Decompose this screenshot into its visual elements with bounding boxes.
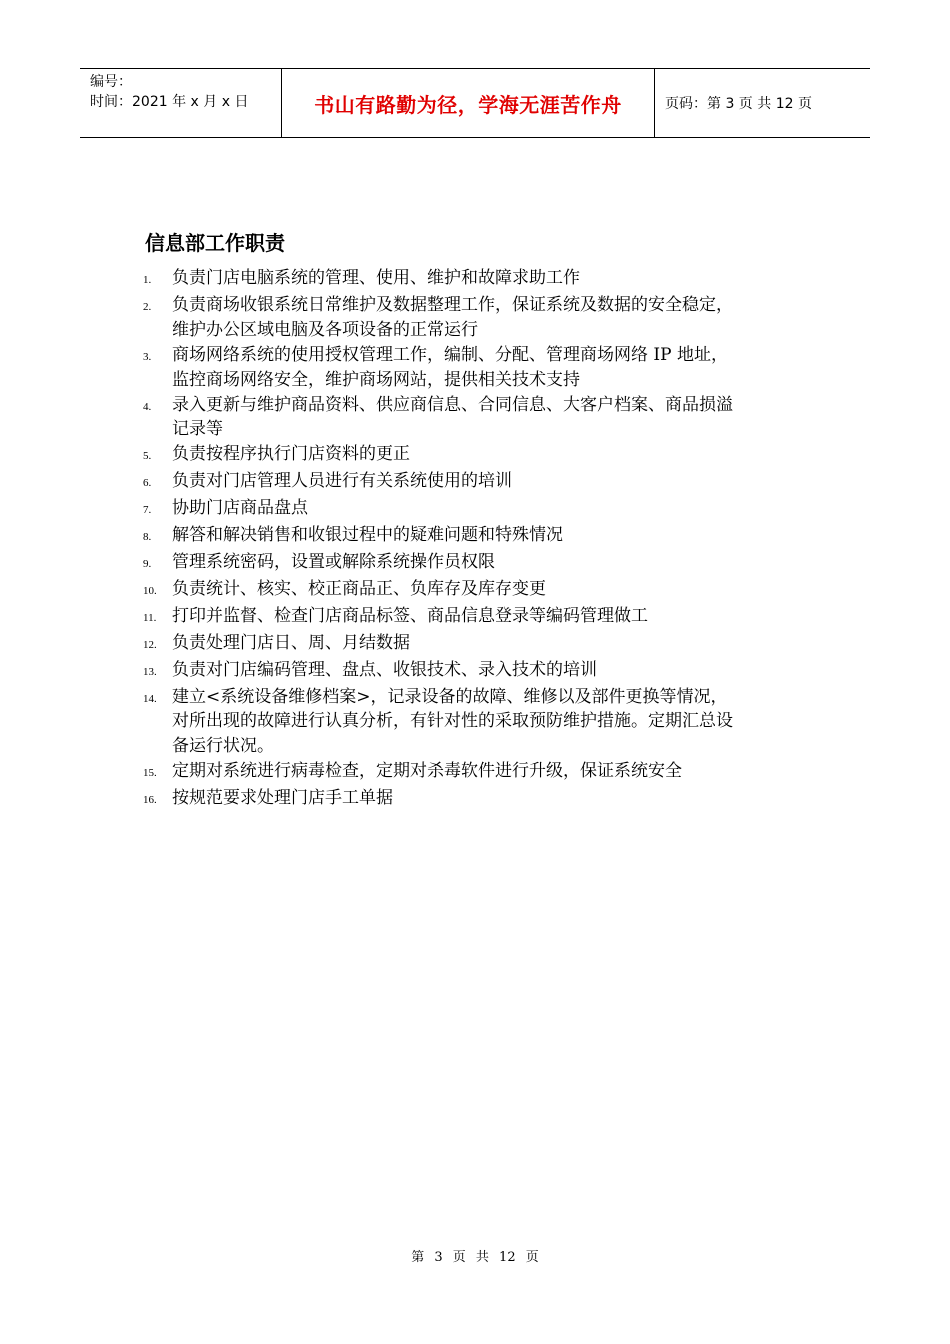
list-item-number: 10.	[143, 584, 157, 597]
motto: 书山有路勤为径，学海无涯苦作舟	[281, 69, 655, 137]
list-item-number: 6.	[143, 477, 152, 490]
list-item-text: 负责门店电脑系统的管理、使用、维护和故障求助工作	[172, 268, 580, 288]
list-item-text: 管理系统密码，设置或解除系统操作员权限	[172, 551, 495, 572]
list-item-number: 14.	[143, 692, 157, 705]
list-item-text: 解答和解决销售和收银过程中的疑难问题和特殊情况	[172, 525, 563, 546]
list-item-text: 负责统计、核实、校正商品正、负库存及库存变更	[172, 578, 546, 599]
list-item	[143, 550, 823, 577]
list-item-text: 建立<系统设备维修档案>，记录设备的故障、维修以及部件更换等情况， 对所出现的故障进行认真分析，有针对性的采取预防维护措施。定期汇总设 备运行状况。	[172, 686, 733, 757]
list-item	[143, 343, 823, 393]
list-item-number: 2.	[143, 300, 152, 313]
list-item-number: 5.	[143, 450, 152, 463]
list-item-number: 15.	[143, 767, 157, 780]
page-code: 页码：第 3 页 共 12 页	[665, 96, 812, 112]
list-item-text: 打印并监督、检查门店商品标签、商品信息登录等编码管理做工	[172, 605, 648, 626]
list-item	[143, 393, 823, 443]
list-item	[143, 266, 823, 293]
list-item-number: 1.	[143, 274, 152, 286]
list-item-text: 负责对门店编码管理、盘点、收银技术、录入技术的培训	[172, 659, 597, 680]
list-item	[143, 469, 823, 496]
list-item-text: 商场网络系统的使用授权管理工作，编制、分配、管理商场网络 IP 地址， 监控商场网络安全，维护商场网站，提供相关技术支持	[172, 344, 728, 390]
list-item	[143, 759, 823, 786]
list-item-number: 3.	[143, 350, 152, 363]
list-item	[143, 604, 823, 631]
list-item-text: 负责处理门店日、周、月结数据	[172, 632, 410, 653]
page-footer: 第 3 页 共 12 页	[411, 1250, 539, 1265]
list-item-number: 8.	[143, 531, 152, 544]
list-item	[143, 685, 823, 760]
number-label: 编号：	[90, 74, 132, 90]
list-item	[143, 631, 823, 658]
list-item-number: 12.	[143, 638, 157, 651]
list-item-text: 负责按程序执行门店资料的更正	[172, 444, 410, 465]
list-item	[143, 577, 823, 604]
list-item	[143, 786, 823, 813]
list-item	[143, 496, 823, 523]
list-item-text: 负责商场收银系统日常维护及数据整理工作，保证系统及数据的安全稳定， 维护办公区域电脑及各项设备的正常运行	[172, 294, 733, 340]
page-title: 信息部工作职责	[145, 231, 285, 255]
list-item-number: 9.	[143, 557, 152, 570]
list-item-number: 7.	[143, 504, 152, 517]
list-item-number: 4.	[143, 400, 152, 413]
list-item	[143, 658, 823, 685]
time-label: 时间：2021 年 x 月 x 日	[90, 94, 249, 110]
header-info-cell	[80, 69, 281, 137]
list-item-number: 16.	[143, 794, 157, 807]
duty-list	[143, 266, 823, 813]
list-item-number: 11.	[143, 611, 157, 624]
list-item-text: 协助门店商品盘点	[172, 498, 308, 519]
list-item-text: 定期对系统进行病毒检查，定期对杀毒软件进行升级，保证系统安全	[172, 761, 682, 782]
list-item	[143, 523, 823, 550]
list-item	[143, 293, 823, 343]
list-item-text: 录入更新与维护商品资料、供应商信息、合同信息、大客户档案、商品损溢 记录等	[172, 394, 733, 440]
list-item-text: 负责对门店管理人员进行有关系统使用的培训	[172, 471, 512, 492]
list-item	[143, 442, 823, 469]
list-item-number: 13.	[143, 665, 157, 678]
header-table	[80, 68, 870, 138]
list-item-text: 按规范要求处理门店手工单据	[172, 788, 393, 809]
